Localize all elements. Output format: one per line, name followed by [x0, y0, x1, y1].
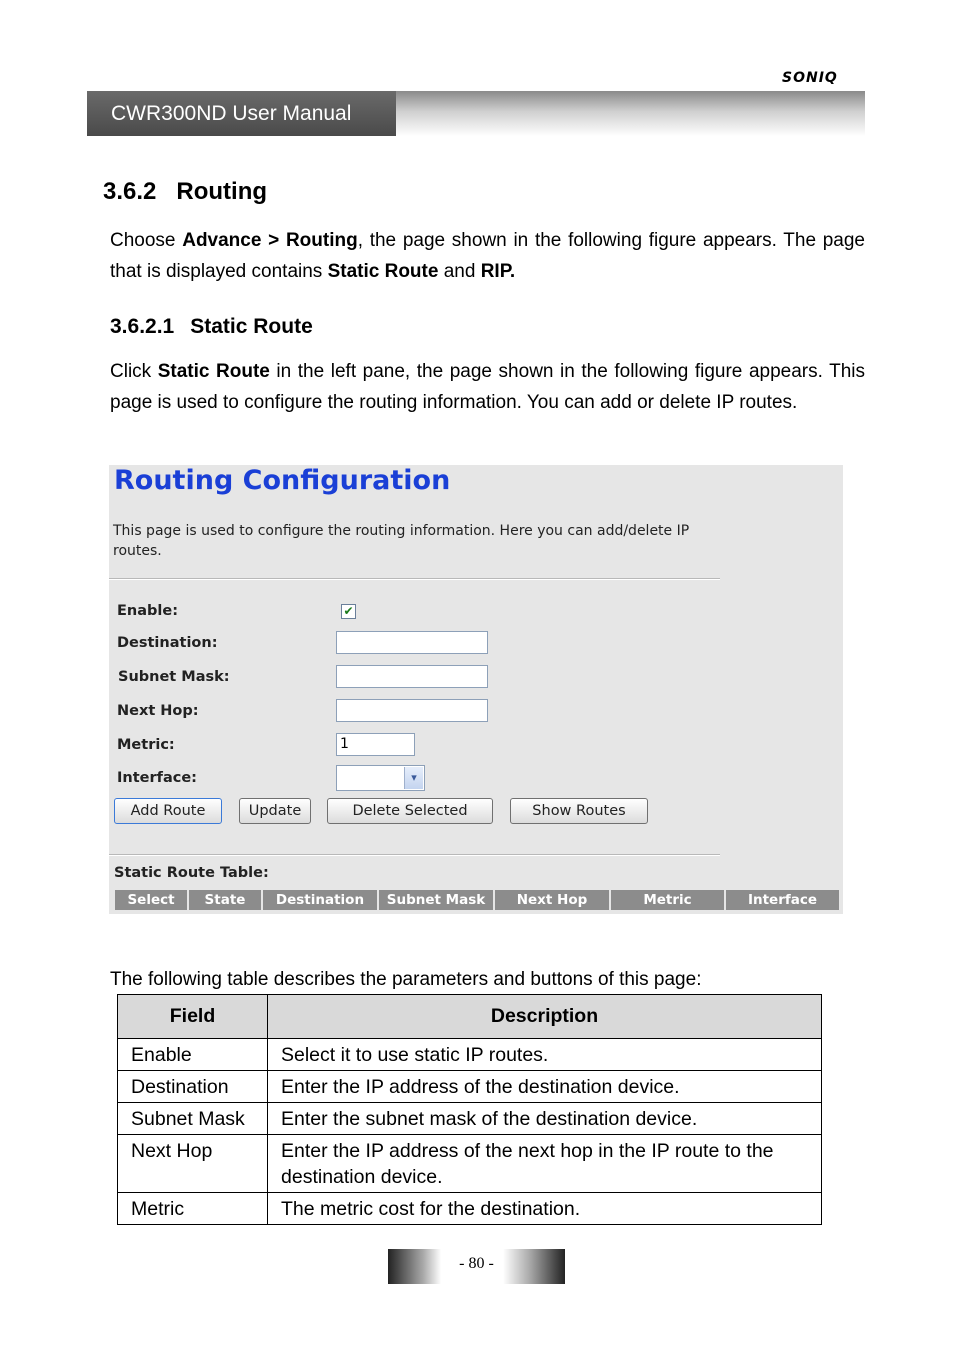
table-header-destination: Destination — [263, 890, 377, 910]
table-header-select: Select — [115, 890, 187, 910]
table-header-row — [118, 995, 822, 1039]
description-cell: Select it to use static IP routes. — [268, 1039, 822, 1071]
chevron-down-icon[interactable]: ▾ — [404, 767, 423, 789]
subnet-mask-input[interactable] — [336, 665, 488, 688]
subsection-body: Click Static Route in the left pane, the page shown in the following figure appears. This page is used to configure the routing information. You can add or delete IP routes. — [110, 361, 865, 413]
metric-label: Metric: — [117, 737, 175, 753]
enable-checkbox[interactable]: ✔ — [341, 604, 356, 619]
subsection-number: 3.6.2.1 — [110, 315, 175, 338]
table-header-subnet-mask: Subnet Mask — [379, 890, 493, 910]
delete-selected-button[interactable]: Delete Selected — [327, 798, 493, 824]
section-intro: Choose Advance > Routing, the page shown in the following figure appears. The page that is displayed contains Static Route and RIP. — [110, 230, 865, 282]
section-title: Routing — [176, 178, 268, 205]
subsection-heading — [110, 315, 313, 339]
table-row — [118, 1193, 822, 1225]
table-intro: The following table describes the parameters and buttons of this page: — [110, 969, 702, 990]
interface-select[interactable] — [336, 765, 425, 791]
divider — [109, 854, 720, 856]
description-header: Description — [268, 995, 822, 1039]
table-row — [118, 1039, 822, 1071]
manual-title: CWR300ND User Manual — [111, 102, 352, 125]
table-row — [118, 1103, 822, 1135]
subsection-title: Static Route — [190, 315, 313, 338]
table-header-state: State — [189, 890, 261, 910]
screenshot-title: Routing Configuration — [114, 465, 451, 496]
table-header-interface: Interface — [726, 890, 839, 910]
field-header: Field — [118, 995, 268, 1039]
brand-logo: SONIQ — [782, 70, 838, 86]
static-route-table-label: Static Route Table: — [114, 865, 269, 881]
section-number: 3.6.2 — [103, 178, 157, 205]
routing-config-screenshot — [109, 465, 843, 914]
next-hop-label: Next Hop: — [117, 703, 199, 719]
screenshot-description: This page is used to configure the routing information. Here you can add/delete IP routes. — [113, 523, 690, 559]
update-button[interactable]: Update — [239, 798, 311, 824]
field-cell: Destination — [118, 1071, 268, 1103]
description-cell: Enter the IP address of the next hop in the IP route to the destination device. — [268, 1135, 822, 1193]
table-row — [118, 1071, 822, 1103]
description-cell: Enter the IP address of the destination device. — [268, 1071, 822, 1103]
subnet-mask-label: Subnet Mask: — [118, 669, 230, 685]
field-cell: Metric — [118, 1193, 268, 1225]
table-header-metric: Metric — [611, 890, 724, 910]
next-hop-input[interactable] — [336, 699, 488, 722]
parameter-table — [117, 994, 822, 1225]
page-number: - 80 - — [459, 1255, 494, 1272]
metric-input[interactable]: 1 — [336, 733, 415, 756]
field-cell: Next Hop — [118, 1135, 268, 1193]
field-cell: Subnet Mask — [118, 1103, 268, 1135]
destination-input[interactable] — [336, 631, 488, 654]
table-header-next-hop: Next Hop — [495, 890, 609, 910]
add-route-button[interactable]: Add Route — [114, 798, 222, 824]
field-cell: Enable — [118, 1039, 268, 1071]
description-cell: Enter the subnet mask of the destination device. — [268, 1103, 822, 1135]
destination-label: Destination: — [117, 635, 218, 651]
section-heading — [103, 178, 267, 206]
interface-label: Interface: — [117, 770, 197, 786]
show-routes-button[interactable]: Show Routes — [510, 798, 648, 824]
enable-label: Enable: — [117, 603, 178, 619]
description-cell: The metric cost for the destination. — [268, 1193, 822, 1225]
table-row — [118, 1135, 822, 1193]
divider — [109, 578, 720, 580]
